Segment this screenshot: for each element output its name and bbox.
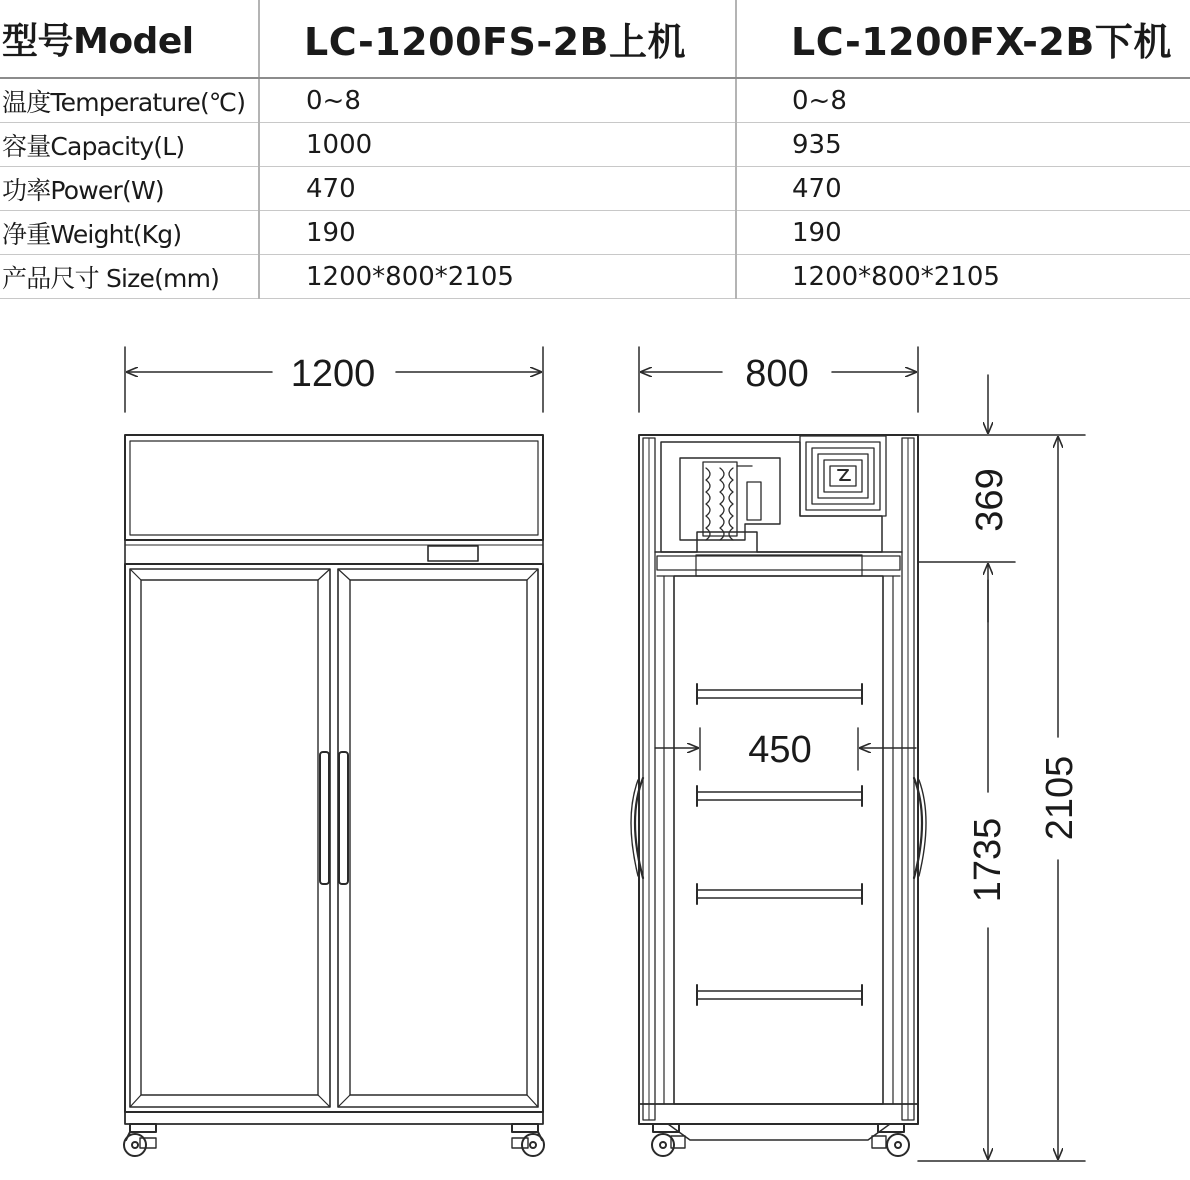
- depth-dimension: [639, 347, 918, 412]
- upper-value: 0~8: [259, 78, 736, 123]
- front-view: [124, 347, 544, 1156]
- spec-row-capacity: [0, 123, 1190, 167]
- upper-value: 1000: [259, 123, 736, 167]
- right-door-handle: [339, 752, 348, 884]
- dimension-drawing: [0, 310, 1190, 1180]
- shelf: [697, 786, 862, 806]
- upper-value: 1200*800*2105: [259, 255, 736, 299]
- fan-icon: [800, 436, 886, 516]
- row-label: 产品尺寸 Size(mm): [0, 255, 259, 299]
- caster-icon: [872, 1124, 909, 1156]
- row-label: 净重Weight(Kg): [0, 211, 259, 255]
- shelf-gap-dimension: [655, 728, 916, 771]
- upper-value: 190: [259, 211, 736, 255]
- shelf-gap-label: 450: [748, 729, 812, 771]
- header-upper-model: LC-1200FS-2B上机: [259, 0, 736, 78]
- spec-row-weight: [0, 211, 1190, 255]
- width-label: 1200: [290, 353, 376, 395]
- width-dimension: [125, 347, 543, 412]
- spec-row-power: [0, 167, 1190, 211]
- front-base: [125, 1112, 543, 1124]
- inner-liner: [674, 576, 883, 1104]
- machine-compartment: [655, 436, 902, 576]
- header-model: 型号Model: [0, 0, 259, 78]
- left-door-handle: [320, 752, 329, 884]
- header-lower-model: LC-1200FX-2B下机: [736, 0, 1190, 78]
- caster-icon: [652, 1124, 685, 1156]
- spec-table: [0, 0, 1190, 299]
- total-height-label: 2105: [1039, 755, 1081, 841]
- shelf: [697, 684, 862, 704]
- lower-value: 470: [736, 167, 1190, 211]
- lower-value: 0~8: [736, 78, 1190, 123]
- front-body: [125, 564, 543, 1112]
- control-panel: [428, 546, 478, 561]
- spec-row-size: [0, 255, 1190, 299]
- caster-icon: [124, 1124, 156, 1156]
- shelf: [697, 884, 862, 904]
- row-label: 温度Temperature(℃): [0, 78, 259, 123]
- top-section-label: 369: [969, 468, 1011, 532]
- shelf: [697, 985, 862, 1005]
- spec-row-temperature: [0, 78, 1190, 123]
- spec-header-row: [0, 0, 1190, 78]
- row-label: 功率Power(W): [0, 167, 259, 211]
- upper-value: 470: [259, 167, 736, 211]
- lower-value: 190: [736, 211, 1190, 255]
- side-view: [631, 347, 1085, 1161]
- side-cabinet: [639, 435, 918, 1124]
- front-canopy: [125, 435, 543, 540]
- caster-icon: [512, 1124, 544, 1156]
- depth-label: 800: [745, 353, 809, 395]
- left-glass-door: [130, 569, 330, 1107]
- side-base: [639, 1104, 918, 1124]
- lower-value: 935: [736, 123, 1190, 167]
- cabinet-height-label: 1735: [967, 817, 1009, 903]
- row-label: 容量Capacity(L): [0, 123, 259, 167]
- right-glass-door: [338, 569, 538, 1107]
- lower-value: 1200*800*2105: [736, 255, 1190, 299]
